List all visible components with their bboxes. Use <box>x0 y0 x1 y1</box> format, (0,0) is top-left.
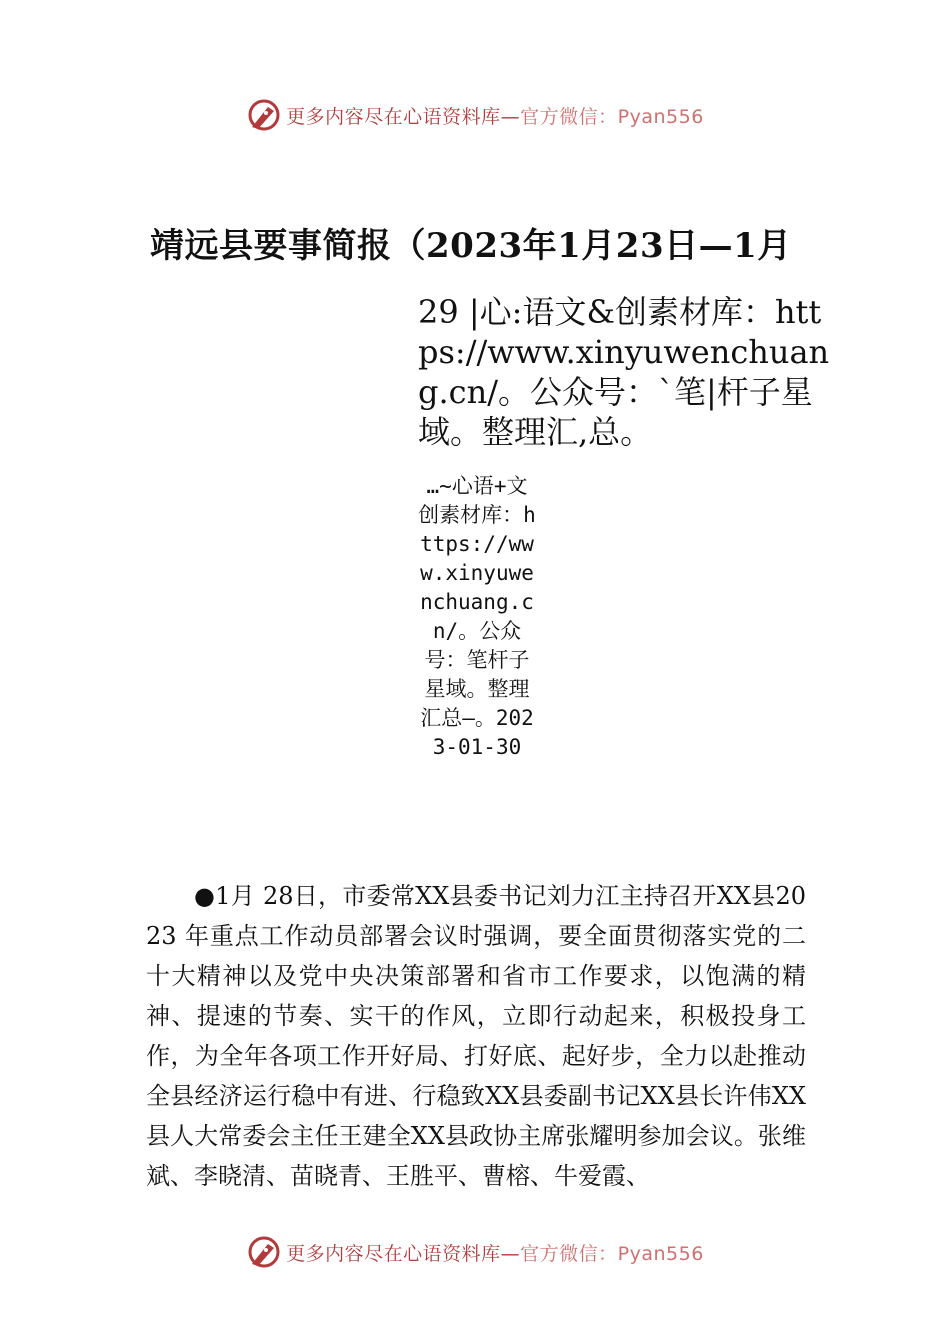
pen-nib-logo-icon <box>246 97 282 133</box>
footer-banner-text: 更多内容尽在心语资料库—官方微信：Pyan556 <box>286 1242 704 1265</box>
header-wechat-text: 官方微信：Pyan556 <box>520 105 704 128</box>
header-banner-text: 更多内容尽在心语资料库—官方微信：Pyan556 <box>286 105 704 128</box>
pen-nib-logo-icon <box>246 1234 282 1270</box>
footer-banner <box>0 1232 950 1272</box>
body-paragraph: ●1月 28日，市委常XX县委书记刘力江主持召开XX县2023 年重点工作动员部署会议时强调，要全面贯彻落实党的二十大精神以及党中央决策部署和省市工作要求，以饱满的精神、提速的节奏、实干的作风，立即行动起来，积极投身工作，为全年各项工作开好局、打好底、起好步，全力以赴推动全县经济运行稳中有进、行稳致XX县委副书记XX县长许伟XX县人大常委会主任王建全XX县政协主席张耀明参加会议。张维斌、李晓清、苗晓青、王胜平、曹榕、牛爱霞、 <box>146 882 806 1190</box>
page-title: 靖远县要事简报（2023年1月23日—1月 <box>150 226 792 266</box>
footer-wechat-text: 官方微信：Pyan556 <box>520 1242 704 1265</box>
subtitle-block: 29 |心:语文&创素材库：https://www.xinyuwenchuang.cn/。公众号：`笔|杆子星域。整理汇,总。 <box>418 293 830 451</box>
header-banner <box>0 95 950 135</box>
narrow-text-block: …~心语+文创素材库：https://www.xinyuwenchuang.cn/。公众号：笔杆子星域。整理汇总—。2023-01-30 <box>418 474 536 759</box>
